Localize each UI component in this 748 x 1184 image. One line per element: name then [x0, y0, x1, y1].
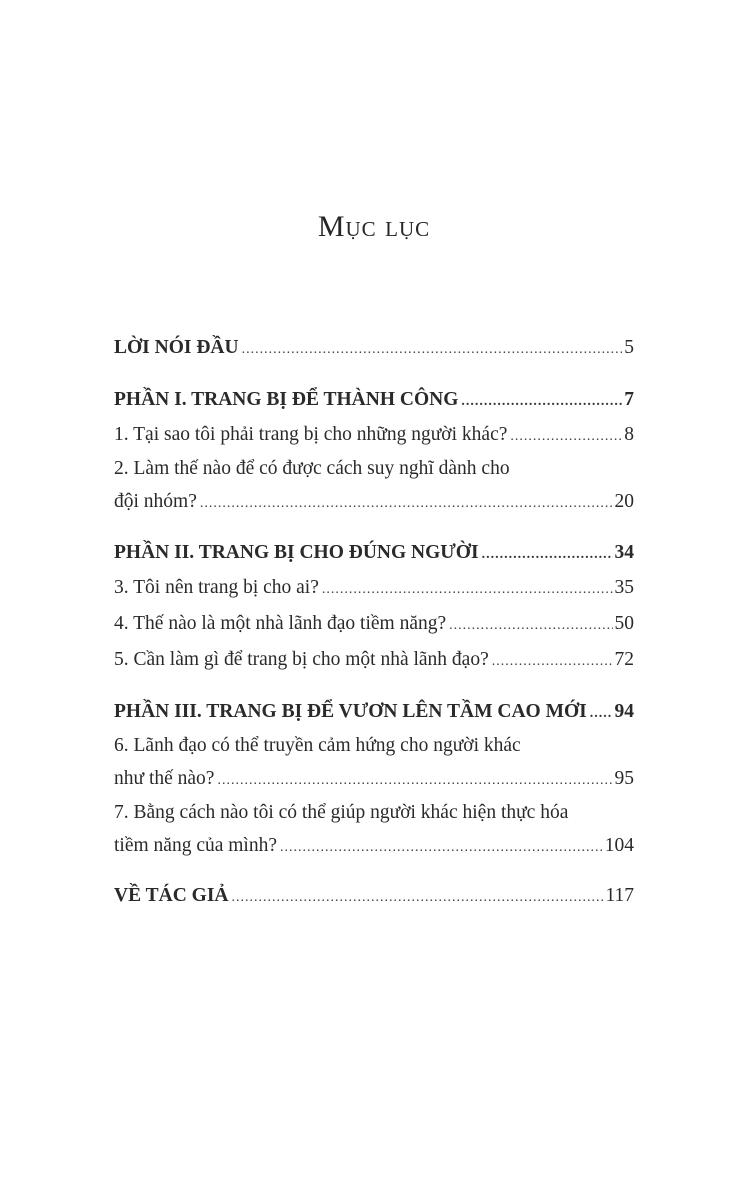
- dot-leader: [590, 697, 613, 730]
- toc-entry-title: PHẦN III. TRANG BỊ ĐỂ VƯƠN LÊN TẦM CAO MỚI: [114, 701, 587, 722]
- dot-leader: [492, 645, 613, 678]
- dot-leader: [322, 573, 613, 606]
- toc-page-number: 72: [614, 649, 634, 670]
- toc-entry-chapter-5[interactable]: [114, 643, 634, 678]
- toc-entry-preface[interactable]: [114, 331, 634, 366]
- toc-page-number: 35: [614, 577, 634, 598]
- dot-leader: [280, 831, 603, 864]
- toc-entry-part-3[interactable]: [114, 695, 634, 730]
- toc-entry-title: PHẦN I. TRANG BỊ ĐỂ THÀNH CÔNG: [114, 389, 459, 410]
- toc-page-number: 94: [614, 701, 634, 722]
- toc-entry-chapter-2[interactable]: [114, 452, 634, 520]
- toc-entry-chapter-3[interactable]: [114, 571, 634, 606]
- dot-leader: [200, 487, 613, 520]
- toc-entry-title: 1. Tại sao tôi phải trang bị cho những người khác?: [114, 424, 508, 445]
- toc-entry-title: PHẦN II. TRANG BỊ CHO ĐÚNG NGƯỜI: [114, 542, 479, 563]
- dot-leader: [461, 385, 622, 418]
- toc-entry-title: VỀ TÁC GIẢ: [114, 885, 229, 906]
- dot-leader: [232, 881, 604, 914]
- toc-page-number: 5: [624, 337, 634, 358]
- toc-entry-chapter-6[interactable]: [114, 729, 634, 797]
- toc-entry-title: 4. Thế nào là một nhà lãnh đạo tiềm năng?: [114, 613, 447, 634]
- toc-entry-title: tiềm năng của mình?: [114, 835, 277, 856]
- toc-entry-part-1[interactable]: [114, 383, 634, 418]
- page-title: Mục lục: [317, 210, 431, 244]
- dot-leader: [217, 764, 612, 797]
- toc-page-number: 20: [614, 491, 634, 512]
- toc-page-number: 34: [614, 542, 634, 563]
- toc-entry-about-author[interactable]: [114, 879, 634, 914]
- toc-entry-title-line1: 7. Bằng cách nào tôi có thể giúp người khác hiện thực hóa: [114, 802, 569, 823]
- toc-entry-part-2[interactable]: [114, 536, 634, 571]
- toc-entry-title: 3. Tôi nên trang bị cho ai?: [114, 577, 319, 598]
- toc-entry-chapter-4[interactable]: [114, 607, 634, 642]
- dot-leader: [482, 538, 613, 571]
- dot-leader: [242, 333, 623, 366]
- toc-page-number: 8: [624, 424, 634, 445]
- toc-page-number: 104: [604, 835, 634, 856]
- toc-page-number: 117: [605, 885, 634, 906]
- toc-entry-title: như thế nào?: [114, 768, 215, 789]
- toc-entry-title: đội nhóm?: [114, 491, 197, 512]
- toc-page-number: 95: [614, 768, 634, 789]
- toc-entry-chapter-1[interactable]: [114, 418, 634, 453]
- dot-leader: [510, 420, 622, 453]
- dot-leader: [449, 609, 612, 642]
- toc-entry-title-line1: 6. Lãnh đạo có thể truyền cảm hứng cho người khác: [114, 735, 521, 756]
- toc-entry-chapter-7[interactable]: [114, 796, 634, 864]
- toc-page-number: 7: [624, 389, 634, 410]
- toc-entry-title-line1: 2. Làm thế nào để có được cách suy nghĩ dành cho: [114, 458, 510, 479]
- toc-entry-title: 5. Cần làm gì để trang bị cho một nhà lãnh đạo?: [114, 649, 489, 670]
- toc-entry-title: LỜI NÓI ĐẦU: [114, 337, 239, 358]
- toc-page-number: 50: [614, 613, 634, 634]
